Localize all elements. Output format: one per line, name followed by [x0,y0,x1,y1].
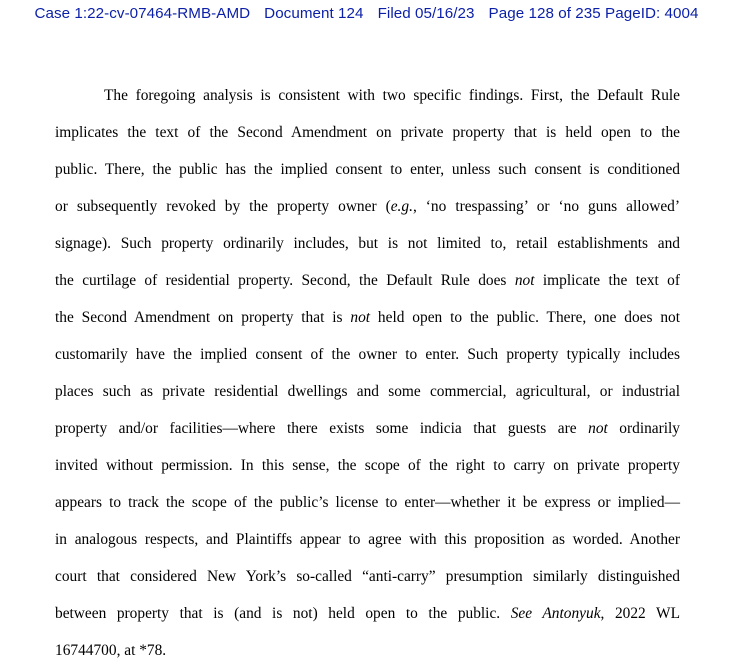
text-line [55,383,680,401]
text-line [55,198,680,216]
text-line [55,235,680,253]
text-run: in analogous respects, and Plaintiffs appear to agree with this proposition as worded. Another [55,531,680,548]
text-run: between property that is (and is not) held open to the public. [55,605,511,622]
text-run: or subsequently revoked by the property owner ( [55,198,391,215]
text-run: court that considered New York’s so-called “anti-carry” presumption similarly distinguished [55,568,680,585]
text-line [55,420,680,438]
text-run: The foregoing analysis is consistent with two specific findings. First, the Default Rule [104,87,680,104]
text-run: signage). Such property ordinarily includes, but is not limited to, retail establishments and [55,235,680,252]
text-line [55,309,680,327]
text-line [104,87,680,105]
text-line [55,605,680,623]
italic-text: e.g. [390,198,413,215]
text-run: the curtilage of residential property. Second, the Default Rule does [55,272,515,289]
text-run: held open to the public. There, one does not [370,309,681,326]
italic-text: not [350,309,371,326]
text-line [55,494,680,512]
text-run: 16744700, at *78. [55,642,167,659]
text-run: public. There, the public has the implied consent to enter, unless such consent is conditioned [55,161,680,178]
text-run: property and/or facilities—where there exists some indicia that guests are [55,420,589,437]
text-run: appears to track the scope of the public’s license to enter—whether it be express or implied— [55,494,680,511]
text-line [55,642,680,660]
text-run: invited without permission. In this sense, the scope of the right to carry on private property [55,457,680,474]
text-line [55,161,680,179]
text-run: implicates the text of the Second Amendment on private property that is held open to the [55,124,680,141]
italic-text: See Antonyuk [510,605,601,622]
case-number: Case 1:22-cv-07464-RMB-AMD [34,5,251,22]
page-info: Page 128 of 235 PageID: 4004 [488,5,699,22]
text-run: implicate the text of [534,272,680,289]
text-run: ordinarily [607,420,681,437]
text-line [55,124,680,142]
italic-text: not [588,420,608,437]
text-run: , 2022 WL [600,605,680,622]
filed-date: Filed 05/16/23 [377,5,475,22]
text-run: the Second Amendment on property that is [55,309,351,326]
text-line [55,272,680,290]
text-line [55,568,680,586]
text-run: , ‘no trespassing’ or ‘no guns allowed’ [412,198,680,215]
italic-text: not [514,272,535,289]
text-line [55,457,680,475]
text-line [55,531,680,549]
document-number: Document 124 [264,5,364,22]
text-line [55,346,680,364]
text-run: customarily have the implied consent of the owner to enter. Such property typically includes [55,346,680,363]
case-header [0,5,733,22]
text-run: places such as private residential dwellings and some commercial, agricultural, or industrial [55,383,680,400]
